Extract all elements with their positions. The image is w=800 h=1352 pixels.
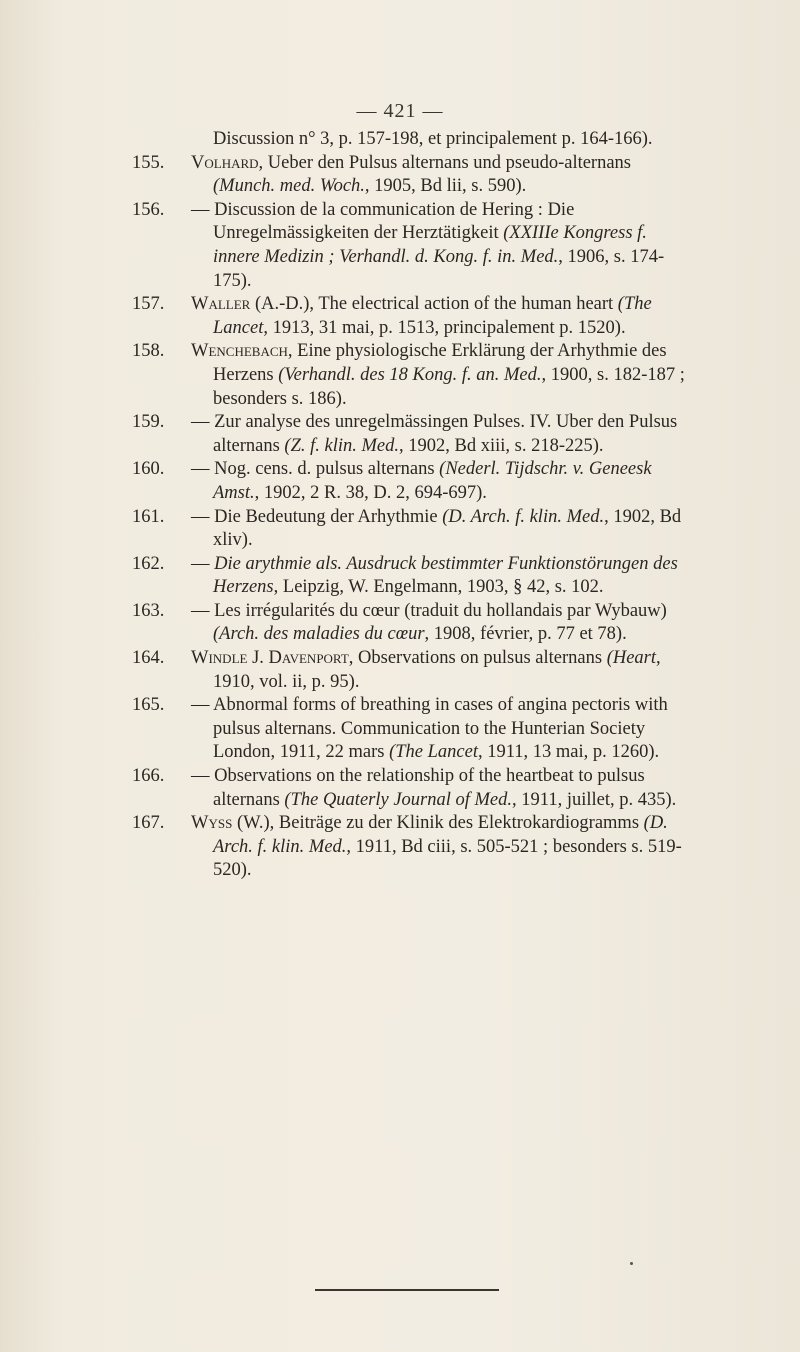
- entry-text: [191, 458, 693, 505]
- entry-text: [191, 340, 693, 411]
- bibliography-entry: [0, 812, 800, 883]
- entry-text: [191, 199, 693, 293]
- entry-segment: — Abnormal forms of breathing in cases of angina pectoris with pulsus alternans. Communication to the Hunterian Society London, 1911, 22 mars: [191, 695, 668, 763]
- entry-segment: , 1900, s. 182-187 ; besonders s. 186).: [213, 364, 685, 409]
- entry-number: 161.: [132, 506, 165, 527]
- entry-segment: — Nog. cens. d. pulsus alternans: [191, 459, 440, 480]
- entry-segment: — Observations on the relationship of the heartbeat to pulsus alternans: [191, 766, 645, 810]
- citation-source: (Verhandl. des 18 Kong. f. an. Med.: [278, 364, 542, 385]
- entry-text: [213, 128, 671, 152]
- entry-segment: — Zur analyse des unregelmässingen Pulses. IV. Uber den Pulsus alternans: [191, 412, 678, 456]
- bibliography-entry: [0, 411, 800, 458]
- author-name: Wenchebach: [191, 341, 288, 362]
- citation-source: (Heart: [606, 648, 657, 669]
- page-number: — 421 —: [356, 100, 444, 122]
- entry-text: [191, 411, 693, 458]
- author-name: Windle J. Davenport: [191, 648, 349, 669]
- bibliography-entry: [0, 506, 800, 553]
- entry-segment: Discussion n° 3, p. 157-198, et principalement p. 164-166).: [213, 129, 653, 149]
- entry-segment: , Eine physiologische Erklärung der Arhythmie des Herzens: [213, 341, 667, 385]
- entry-text: [191, 506, 693, 553]
- entry-number: 156.: [132, 199, 165, 220]
- author-name: Waller: [191, 294, 251, 315]
- entry-text: [191, 293, 693, 340]
- entry-segment: —: [191, 553, 215, 574]
- entry-number: 165.: [132, 695, 165, 716]
- entry-segment: , 1910, vol. ii, p. 95).: [213, 648, 661, 692]
- entry-segment: , 1913, 31 mai, p. 1513, principalement p. 1520).: [263, 317, 626, 338]
- entry-number: 166.: [132, 766, 165, 787]
- speck: [630, 1262, 633, 1265]
- entry-text: [191, 647, 693, 694]
- entry-text: [191, 765, 693, 812]
- bibliography-entry: [0, 293, 800, 340]
- citation-source: (Munch. med. Woch.: [213, 176, 365, 197]
- entry-text: [191, 600, 693, 647]
- entry-number: 163.: [132, 600, 165, 621]
- author-name: Volhard: [191, 152, 259, 173]
- author-name: Wyss: [191, 813, 233, 834]
- entry-number: 158.: [132, 341, 165, 362]
- entry-segment: , 1911, juillet, p. 435).: [512, 789, 677, 810]
- bibliography-entry: [0, 152, 800, 199]
- entry-number: 160.: [132, 459, 165, 480]
- entry-text: [191, 812, 693, 883]
- bibliography-entry: [0, 199, 800, 293]
- citation-source: (D. Arch. f. klin. Med.: [442, 506, 605, 527]
- entry-segment: , 1902, 2 R. 38, D. 2, 694-697).: [254, 482, 487, 503]
- citation-source: (The Lancet: [389, 742, 478, 763]
- entry-segment: , Observations on pulsus alternans: [348, 648, 607, 669]
- bibliography-entry: [0, 647, 800, 694]
- entry-segment: , 1908, février, p. 77 et 78).: [424, 624, 627, 645]
- entry-number: 157.: [132, 294, 165, 315]
- citation-source: Die arythmie als. Ausdruck bestimmter Funktionstörungen des Herzens: [213, 553, 678, 598]
- bibliography-entry: [0, 553, 800, 600]
- entry-number: 162.: [132, 553, 165, 574]
- entry-number: 167.: [132, 813, 165, 834]
- citation-source: (XXIIIe Kongress f. innere Medizin ; Verhandl. d. Kong. f. in. Med.: [213, 223, 647, 267]
- entry-text: [191, 694, 693, 765]
- entry-segment: (A.-D.), The electrical action of the human heart: [250, 294, 618, 315]
- entry-segment: , Leipzig, W. Engelmann, 1903, § 42, s. 102.: [273, 577, 604, 598]
- bibliography-entry: [0, 458, 800, 505]
- entry-segment: , 1902, Bd xliv).: [213, 506, 682, 551]
- entry-segment: , Ueber den Pulsus alternans und pseudo-alternans: [258, 152, 632, 173]
- entry-number: 159.: [132, 412, 165, 433]
- citation-source: (The Quaterly Journal of Med.: [284, 789, 513, 810]
- entry-text: [191, 152, 693, 199]
- entry-number: 155.: [132, 152, 165, 173]
- bibliography-entry: [0, 340, 800, 411]
- citation-source: (Nederl. Tijdschr. v. Geneesk Amst.: [213, 459, 652, 503]
- entry-segment: , 1911, Bd ciii, s. 505-521 ; besonders s. 519-520).: [213, 836, 682, 881]
- entry-segment: , 1906, s. 174-175).: [213, 246, 665, 291]
- entry-segment: , 1905, Bd lii, s. 590).: [364, 176, 527, 197]
- bibliography-entry: [0, 128, 800, 152]
- end-rule: [315, 1289, 499, 1291]
- citation-source: (D. Arch. f. klin. Med.: [213, 813, 668, 857]
- citation-source: (Arch. des maladies du cœur: [213, 624, 425, 645]
- entry-segment: , 1902, Bd xiii, s. 218-225).: [398, 435, 604, 456]
- entry-segment: (W.), Beiträge zu der Klinik des Elektrokardiogramms: [232, 813, 644, 834]
- citation-source: (The Lancet: [213, 294, 652, 338]
- entry-segment: , 1911, 13 mai, p. 1260).: [477, 742, 660, 763]
- entry-segment: — Discussion de la communication de Hering : Die Unregelmässigkeiten der Herztätigkeit: [191, 199, 575, 244]
- citation-source: (Z. f. klin. Med.: [284, 435, 399, 456]
- entry-number: 164.: [132, 648, 165, 669]
- entry-text: [191, 553, 693, 600]
- bibliography-entry: [0, 600, 800, 647]
- bibliography-entry: [0, 765, 800, 812]
- bibliography-entry: [0, 694, 800, 765]
- bibliography-list: [0, 128, 800, 883]
- entry-segment: — Les irrégularités du cœur (traduit du hollandais par Wybauw): [191, 600, 667, 621]
- entry-segment: — Die Bedeutung der Arhythmie: [191, 506, 443, 527]
